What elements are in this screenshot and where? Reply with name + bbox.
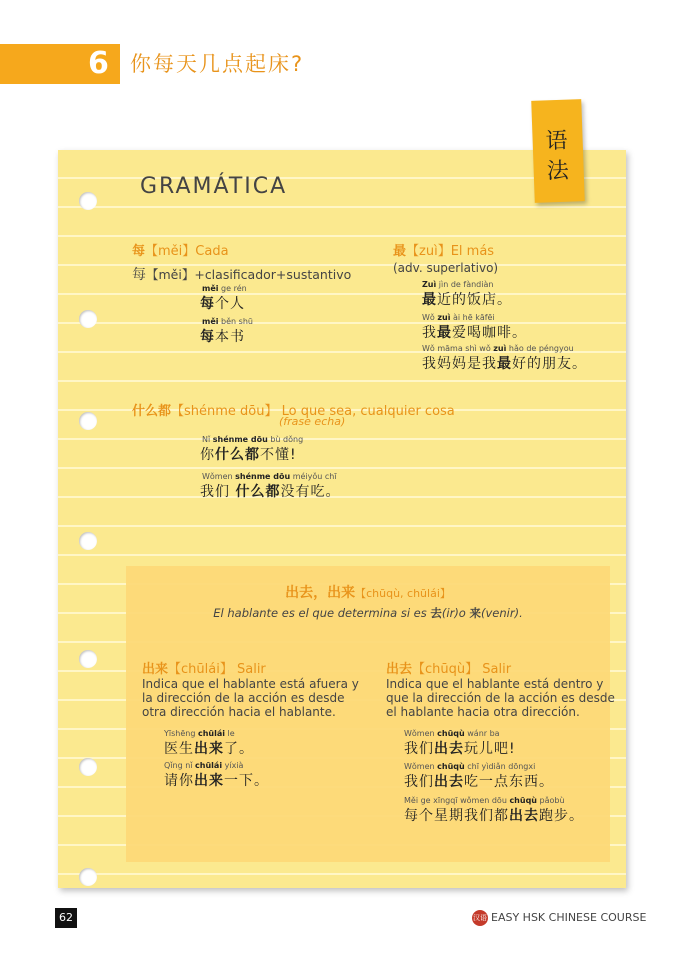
binder-hole bbox=[79, 868, 97, 886]
pinyin-line: Qǐng nǐ chūlái yíxià bbox=[164, 761, 244, 770]
pinyin-line: Měi ge xīngqī wǒmen dōu chūqù pǎobù bbox=[404, 796, 565, 805]
example-sentence: 我们出去吃一点东西。 bbox=[404, 774, 554, 790]
pinyin-line: Wǒ māma shì wǒ zuì hǎo de péngyou bbox=[422, 344, 574, 353]
grammar-heading-mei: 每【měi】Cada bbox=[132, 244, 229, 259]
grammar-heading-zui: 最【zuì】El más bbox=[393, 244, 495, 259]
lesson-number: 6 bbox=[88, 46, 109, 81]
chuqu-description: Indica que el hablante está dentro y que la dirección de la acción es desde el hablante hacia otra dirección. bbox=[386, 677, 615, 719]
grammar-heading-chuqu: 出去【chūqù】 Salir bbox=[386, 662, 512, 677]
example-sentence: 我们出去玩儿吧! bbox=[404, 741, 516, 757]
example-sentence: 每个星期我们都出去跑步。 bbox=[404, 808, 584, 824]
binder-hole bbox=[79, 532, 97, 550]
pinyin-line: Wǒ zuì ài hē kāfēi bbox=[422, 313, 495, 322]
box-subtitle: El hablante es el que determina si es 去(ir)o 来(venir). bbox=[213, 606, 523, 620]
grammar-heading-shenme: 什么都【shénme dōu】 Lo que sea, cualquier cosa bbox=[132, 404, 455, 419]
sticky-char: 语 bbox=[545, 128, 569, 155]
example-sentence: 医生出来了。 bbox=[164, 741, 254, 757]
example-sentence: 每个人 bbox=[200, 296, 245, 312]
lesson-title: 你每天几点起床? bbox=[130, 52, 305, 76]
pinyin-line: Yīshēng chūlái le bbox=[164, 729, 235, 738]
grammar-heading-chulai: 出来【chūlái】 Salir bbox=[142, 662, 266, 677]
page-number: 62 bbox=[55, 908, 77, 928]
example-sentence: 我最爱喝咖啡。 bbox=[422, 325, 527, 341]
pinyin-line: Wǒmen chūqù wánr ba bbox=[404, 729, 500, 738]
pinyin-line: měi běn shū bbox=[202, 317, 253, 326]
zui-note: (adv. superlativo) bbox=[393, 261, 499, 275]
example-sentence: 每本书 bbox=[200, 329, 245, 345]
box-title: 出去，出来【chūqù, chūlái】 bbox=[285, 585, 451, 601]
binder-hole bbox=[79, 412, 97, 430]
section-title: GRAMÁTICA bbox=[140, 174, 288, 199]
brand-name: EASY HSK CHINESE COURSE bbox=[491, 911, 647, 924]
chulai-description: Indica que el hablante está afuera y la dirección de la acción es desde otra dirección hacia el hablante. bbox=[142, 677, 359, 719]
mei-structure: 每【měi】+clasificador+sustantivo bbox=[132, 267, 352, 283]
pinyin-line: Nǐ shénme dōu bù dǒng bbox=[202, 435, 304, 444]
sticky-char: 法 bbox=[546, 158, 570, 185]
pinyin-line: měi ge rén bbox=[202, 284, 247, 293]
binder-hole bbox=[79, 310, 97, 328]
pinyin-line: Wǒmen chūqù chī yìdiǎn dōngxi bbox=[404, 762, 536, 771]
example-sentence: 我们 什么都没有吃。 bbox=[200, 484, 341, 500]
binder-hole bbox=[79, 758, 97, 776]
logo-icon: 汉语 bbox=[472, 910, 488, 926]
pinyin-line: Wǒmen shénme dōu méiyǒu chī bbox=[202, 472, 337, 481]
pinyin-line: Zuì jìn de fàndiàn bbox=[422, 280, 494, 289]
example-sentence: 请你出来一下。 bbox=[164, 773, 269, 789]
shenme-note: (frase echa) bbox=[279, 415, 346, 428]
example-sentence: 最近的饭店。 bbox=[422, 292, 512, 308]
example-sentence: 你什么都不懂! bbox=[200, 447, 297, 463]
binder-hole bbox=[79, 650, 97, 668]
sticky-note bbox=[531, 99, 585, 203]
binder-hole bbox=[79, 192, 97, 210]
example-sentence: 我妈妈是我最好的朋友。 bbox=[422, 356, 587, 372]
